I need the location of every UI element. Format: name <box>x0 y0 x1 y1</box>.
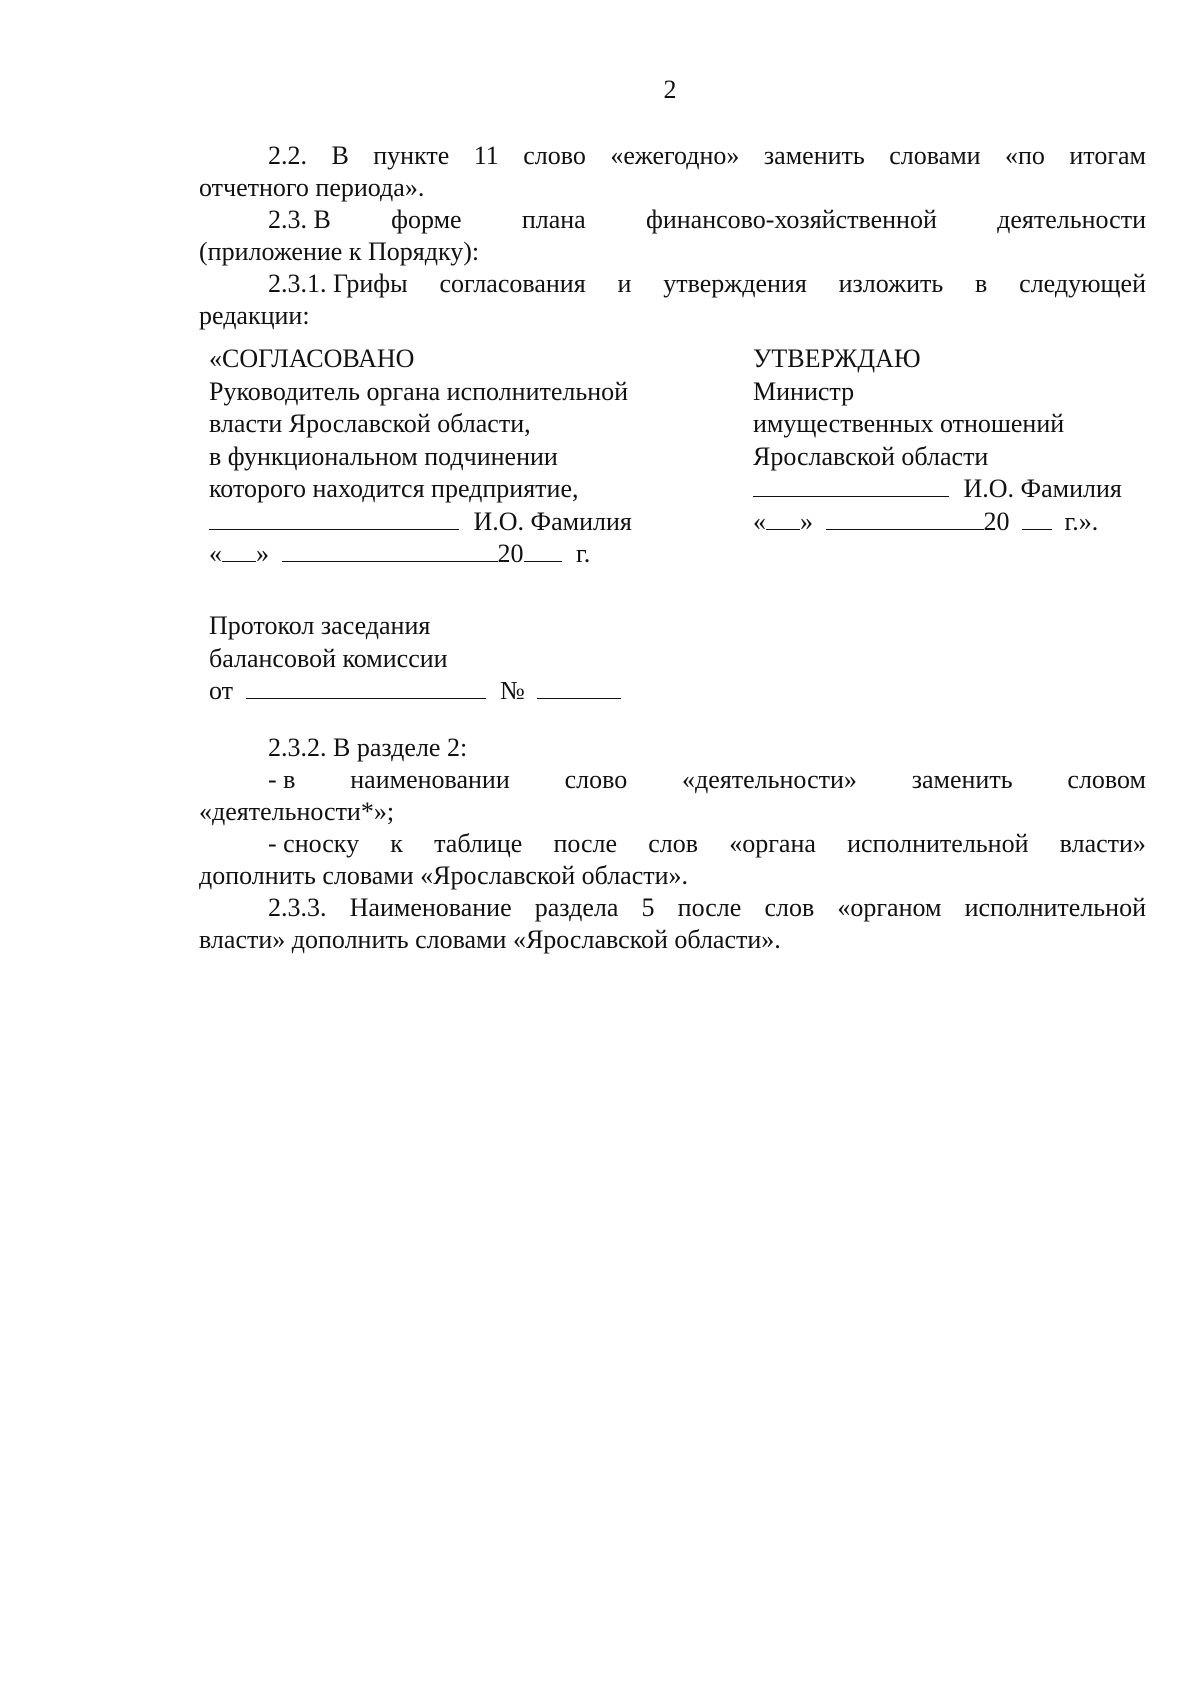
year-blank <box>1022 507 1052 530</box>
word: изложить <box>838 269 944 298</box>
day-blank <box>766 507 800 530</box>
word: пункте <box>373 141 450 170</box>
word: после <box>677 893 742 922</box>
paragraph-2-3-1-line-1 <box>268 268 1146 300</box>
word: слов <box>764 893 815 922</box>
approved-signature-line <box>753 473 1122 506</box>
approved-title: УТВЕРЖДАЮ <box>753 344 921 373</box>
word: 2.2. <box>268 141 307 170</box>
word: «деятельности» <box>682 765 857 794</box>
word: раздела <box>534 893 619 922</box>
word: наименовании <box>350 765 510 794</box>
word: следующей <box>1019 269 1146 298</box>
paragraph-2-3-2-item-1-line-2: «деятельности*»; <box>199 797 395 826</box>
word: 2.3.1. Грифы <box>268 269 408 298</box>
word: слово <box>523 141 586 170</box>
word: 11 <box>473 141 499 170</box>
paragraph-2-3-2-item-1-line-1 <box>268 764 1146 796</box>
approved-name: И.О. Фамилия <box>963 474 1122 503</box>
word: - в <box>268 765 296 794</box>
paragraph-2-3-1-line-2: редакции: <box>199 301 310 330</box>
protocol-date-line <box>209 675 621 708</box>
paragraph-2-3-3-line-2: власти» дополнить словами «Ярославской области». <box>199 925 781 954</box>
approved-line: Министр <box>753 376 855 406</box>
agreed-stamp <box>209 343 632 571</box>
word: «по <box>1005 141 1045 170</box>
word: заменить <box>763 141 865 170</box>
word: деятельности <box>997 205 1146 234</box>
paragraph-2-2-line-2: отчетного периода». <box>199 173 425 202</box>
protocol-line: Протокол заседания <box>209 611 431 640</box>
word: форме <box>391 205 462 234</box>
word: итогам <box>1069 141 1146 170</box>
page-number: 2 <box>663 75 677 104</box>
word: и <box>617 269 632 298</box>
word: - сноску <box>268 829 360 858</box>
word: 2.3.3. <box>268 893 327 922</box>
word: «органа <box>729 829 816 858</box>
year-blank <box>524 539 562 562</box>
year-prefix: 20 <box>497 539 524 568</box>
protocol-block <box>209 610 621 708</box>
word: словом <box>1067 765 1146 794</box>
protocol-from: от <box>209 676 234 705</box>
year-prefix: 20 <box>983 506 1010 536</box>
approved-line: Ярославской области <box>753 441 989 471</box>
word: плана <box>521 205 586 234</box>
word: после <box>553 829 618 858</box>
protocol-number-blank <box>537 676 621 699</box>
word: «органом <box>837 893 942 922</box>
quote-close: » <box>800 506 813 536</box>
year-suffix: г.». <box>1064 506 1099 536</box>
quote-close: » <box>256 539 269 568</box>
word: в <box>975 269 988 298</box>
agreed-line: Руководитель органа исполнительной <box>209 376 629 406</box>
word: власти» <box>1059 829 1146 858</box>
paragraph-2-3-2-item-2-line-1 <box>268 828 1146 860</box>
day-blank <box>222 539 256 562</box>
word: слов <box>648 829 699 858</box>
year-suffix: г. <box>576 539 591 568</box>
month-blank <box>282 539 498 562</box>
word: В <box>331 141 349 170</box>
agreed-line: которого находится предприятие, <box>209 474 579 503</box>
quote-open: « <box>209 539 222 568</box>
paragraph-2-3-line-1 <box>268 204 1146 236</box>
approved-line: имущественных отношений <box>753 409 1065 438</box>
approved-date-line <box>753 506 1122 539</box>
paragraph-2-3-2-head: 2.3.2. В разделе 2: <box>268 733 468 762</box>
word: слово <box>564 765 628 794</box>
agreed-line: в функциональном подчинении <box>209 441 558 471</box>
quote-open: « <box>753 506 766 536</box>
protocol-date-blank <box>246 676 486 699</box>
paragraph-2-2-line-1 <box>268 140 1146 172</box>
number-sign: № <box>500 676 525 705</box>
word: Наименование <box>349 893 512 922</box>
word: исполнительной <box>964 893 1146 922</box>
protocol-line: балансовой комиссии <box>209 643 448 673</box>
word: к <box>390 829 403 858</box>
agreed-signature-line <box>209 506 632 539</box>
word: заменить <box>911 765 1013 794</box>
word: 2.3. В <box>268 205 331 234</box>
word: согласования <box>439 269 586 298</box>
word: словами <box>889 141 981 170</box>
paragraph-2-3-2-item-2-line-2: дополнить словами «Ярославской области». <box>199 861 689 890</box>
agreed-line: власти Ярославской области, <box>209 409 531 438</box>
signature-blank <box>209 507 459 530</box>
agreed-name: И.О. Фамилия <box>473 506 632 536</box>
word: утверждения <box>663 269 807 298</box>
paragraph-2-3-3-line-1 <box>268 892 1146 924</box>
word: таблице <box>434 829 523 858</box>
word: «ежегодно» <box>610 141 740 170</box>
signature-blank <box>753 474 949 497</box>
paragraph-2-3-line-2: (приложение к Порядку): <box>199 237 480 266</box>
word: исполнительной <box>847 829 1029 858</box>
word: финансово-хозяйственной <box>645 205 937 234</box>
approved-stamp <box>753 343 1122 538</box>
word: 5 <box>641 893 655 922</box>
agreed-date-line <box>209 538 632 571</box>
month-blank <box>826 507 984 530</box>
agreed-title: «СОГЛАСОВАНО <box>209 344 415 373</box>
